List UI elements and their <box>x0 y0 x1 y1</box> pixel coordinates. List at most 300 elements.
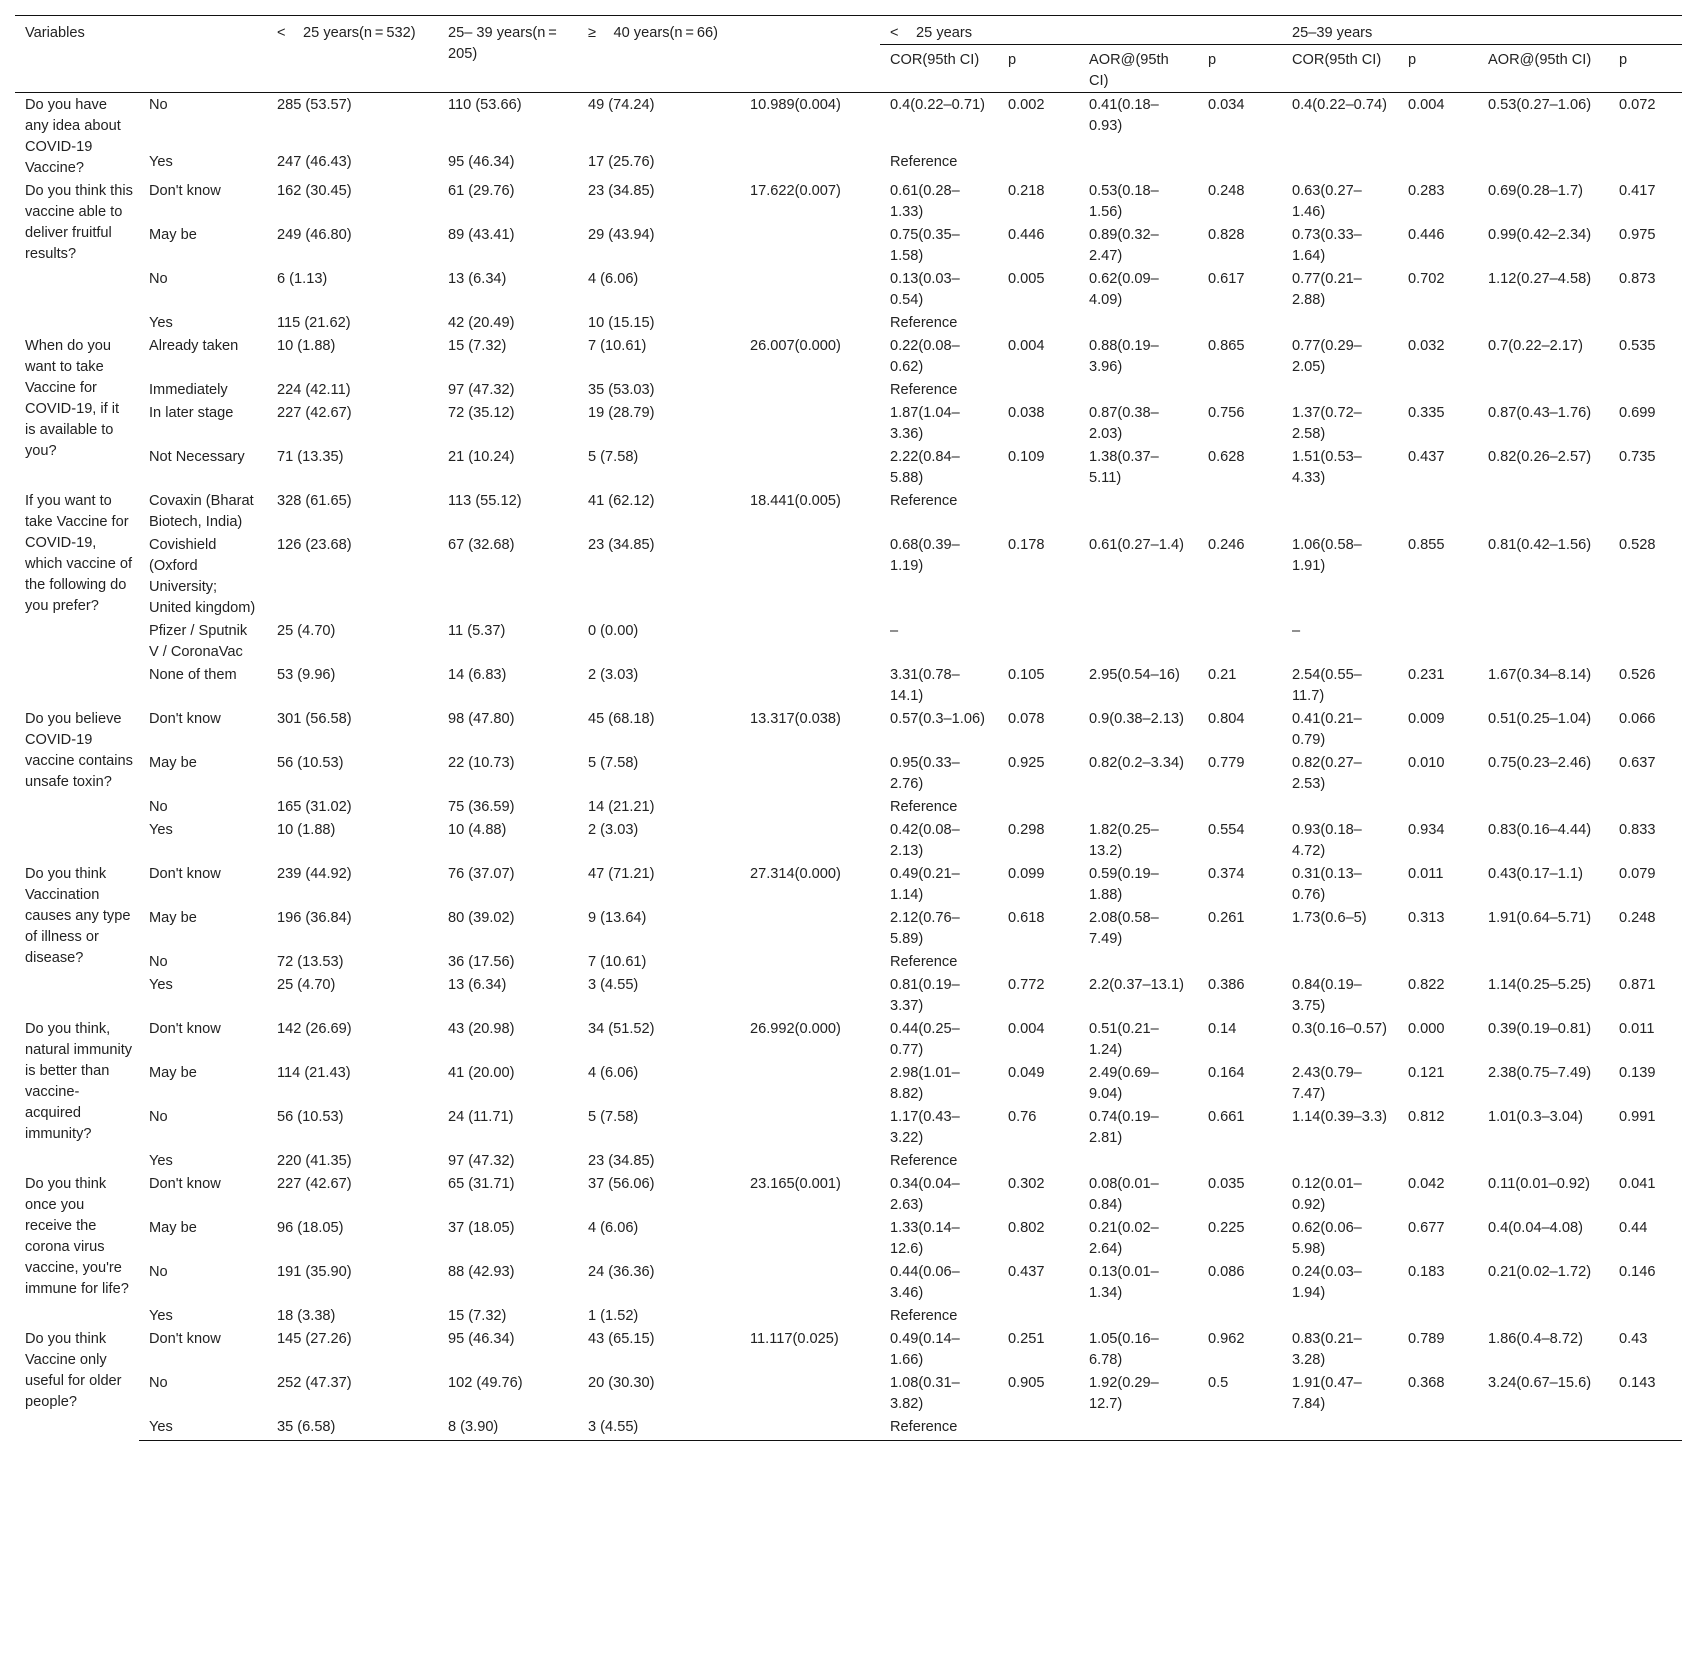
aor-25-39-cell: 0.53(0.27–1.06) <box>1488 97 1592 113</box>
cor-under-25-cell: 1.33(0.14–12.6) <box>890 1220 960 1257</box>
p-cor-under-25-cell: 0.76 <box>1008 1109 1037 1125</box>
p-aor-25-39-cell: 0.248 <box>1619 910 1656 926</box>
cor-under-25-cell: 3.31(0.78–14.1) <box>890 667 960 704</box>
chi-square-cell <box>740 906 880 950</box>
response-cell: Don't know <box>149 1021 221 1037</box>
p-aor-under-25-cell: 0.617 <box>1208 271 1245 287</box>
aor-under-25-cell: 0.87(0.38–2.03) <box>1089 405 1159 442</box>
aor-under-25-cell: 0.88(0.19–3.96) <box>1089 338 1159 375</box>
aor-25-39-cell: 0.51(0.25–1.04) <box>1488 711 1592 727</box>
p-cor-under-25-cell: 0.078 <box>1008 711 1045 727</box>
p-aor-under-25-cell: 0.261 <box>1208 910 1245 926</box>
p-cor-25-39-cell: 0.677 <box>1408 1220 1445 1236</box>
cor-under-25-cell: Reference <box>890 382 958 398</box>
response-cell: Yes <box>149 315 173 331</box>
p-cor-under-25-cell <box>998 311 1079 334</box>
response-cell: May be <box>149 755 197 771</box>
count-under-25-cell: 25 (4.70) <box>277 623 336 639</box>
chi-square-cell <box>740 445 880 489</box>
cor-under-25-cell: Reference <box>890 1153 958 1169</box>
p-aor-under-25-cell: 0.164 <box>1208 1065 1245 1081</box>
aor-25-39-cell <box>1478 1149 1609 1172</box>
p-cor-under-25-cell <box>998 489 1079 533</box>
count-25-39-cell: 41 (20.00) <box>448 1065 515 1081</box>
aor-25-39-cell <box>1478 311 1609 334</box>
count-25-39-cell: 80 (39.02) <box>448 910 515 926</box>
count-25-39-cell: 14 (6.83) <box>448 667 507 683</box>
p-cor-under-25-cell: 0.302 <box>1008 1176 1045 1192</box>
p-cor-under-25-cell: 0.005 <box>1008 271 1045 287</box>
cor-under-25-cell: 0.49(0.21–1.14) <box>890 866 960 903</box>
table-row <box>15 334 1682 378</box>
cor-under-25-cell: 0.49(0.14–1.66) <box>890 1331 960 1368</box>
count-under-25-cell: 145 (27.26) <box>277 1331 352 1347</box>
count-under-25-cell: 10 (1.88) <box>277 822 336 838</box>
p-cor-25-39-cell <box>1398 1304 1478 1327</box>
p-aor-under-25-cell: 0.554 <box>1208 822 1245 838</box>
p-aor-under-25-cell: 0.865 <box>1208 338 1245 354</box>
count-under-25-cell: 191 (35.90) <box>277 1264 352 1280</box>
count-25-39-cell: 61 (29.76) <box>448 183 515 199</box>
cor-25-39-cell <box>1282 311 1398 334</box>
response-cell: Don't know <box>149 711 221 727</box>
table-row <box>15 751 1682 795</box>
aor-under-25-cell: 2.2(0.37–13.1) <box>1089 977 1184 993</box>
p-cor-under-25-cell: 0.004 <box>1008 338 1045 354</box>
response-cell: Yes <box>149 977 173 993</box>
cor-25-39-cell: 0.84(0.19–3.75) <box>1292 977 1362 1014</box>
p-aor-under-25-cell: 0.374 <box>1208 866 1245 882</box>
cor-under-25-cell: – <box>890 623 899 639</box>
count-40-plus-cell: 2 (3.03) <box>588 822 639 838</box>
cor-25-39-cell <box>1282 378 1398 401</box>
p-aor-under-25-cell: 0.14 <box>1208 1021 1237 1037</box>
p-aor-25-39-cell: 0.139 <box>1619 1065 1656 1081</box>
p-cor-under-25-cell: 0.049 <box>1008 1065 1045 1081</box>
p-aor-under-25-cell <box>1198 1304 1282 1327</box>
chi-square-cell <box>740 378 880 401</box>
count-under-25-cell: 115 (21.62) <box>277 315 351 331</box>
p-cor-25-39-cell: 0.121 <box>1408 1065 1445 1081</box>
header-span-25-39: 25–39 years <box>1282 16 1682 45</box>
p-aor-25-39-cell: 0.066 <box>1619 711 1656 727</box>
p-cor-25-39-cell: 0.042 <box>1408 1176 1445 1192</box>
chi-square-cell <box>740 1371 880 1415</box>
cor-under-25-cell: 0.44(0.25–0.77) <box>890 1021 960 1058</box>
count-25-39-cell: 102 (49.76) <box>448 1375 523 1391</box>
cor-under-25-cell: Reference <box>880 1415 998 1441</box>
response-cell: No <box>149 954 168 970</box>
aor-25-39-cell <box>1478 378 1609 401</box>
p-aor-25-39-cell: 0.146 <box>1619 1264 1656 1280</box>
cor-under-25-cell: Reference <box>890 315 958 331</box>
count-40-plus-cell: 35 (53.03) <box>588 382 655 398</box>
p-aor-under-25-cell <box>1198 950 1282 973</box>
p-cor-under-25-cell: 0.178 <box>1008 537 1045 553</box>
response-cell: No <box>149 1264 168 1280</box>
table-row <box>15 619 1682 663</box>
count-under-25-cell: 239 (44.92) <box>277 866 352 882</box>
p-cor-25-39-cell <box>1398 489 1478 533</box>
cor-25-39-cell: 1.51(0.53–4.33) <box>1292 449 1362 486</box>
aor-25-39-cell <box>1478 1304 1609 1327</box>
count-25-39-cell: 97 (47.32) <box>448 382 515 398</box>
aor-under-25-cell: 0.9(0.38–2.13) <box>1089 711 1184 727</box>
count-under-25-cell: 126 (23.68) <box>277 537 352 553</box>
cor-under-25-cell: 0.95(0.33–2.76) <box>890 755 960 792</box>
chi-square-cell <box>740 1415 880 1441</box>
table-row <box>15 179 1682 223</box>
response-cell: May be <box>149 1065 197 1081</box>
cor-25-39-cell: 1.91(0.47–7.84) <box>1292 1375 1362 1412</box>
aor-25-39-cell: 0.43(0.17–1.1) <box>1488 866 1583 882</box>
p-cor-under-25-cell: 0.218 <box>1008 183 1045 199</box>
p-aor-under-25-cell: 0.034 <box>1208 97 1245 113</box>
chi-square-cell <box>740 1216 880 1260</box>
aor-25-39-cell: 0.4(0.04–4.08) <box>1488 1220 1583 1236</box>
count-under-25-cell: 72 (13.53) <box>277 954 344 970</box>
aor-25-39-cell: 0.21(0.02–1.72) <box>1488 1264 1592 1280</box>
response-cell: Not Necessary <box>149 449 245 465</box>
p-cor-25-39-cell: 0.009 <box>1408 711 1445 727</box>
count-40-plus-cell: 4 (6.06) <box>588 1065 639 1081</box>
p-cor-25-39-cell: 0.855 <box>1408 537 1445 553</box>
p-aor-under-25-cell <box>1198 311 1282 334</box>
table-row <box>15 1149 1682 1172</box>
cor-under-25-cell: 0.22(0.08–0.62) <box>890 338 960 375</box>
p-cor-under-25-cell <box>998 795 1079 818</box>
table-body <box>15 93 1682 1441</box>
p-cor-25-39-cell: 0.032 <box>1408 338 1445 354</box>
aor-under-25-cell: 2.08(0.58–7.49) <box>1089 910 1159 947</box>
aor-25-39-cell: 1.01(0.3–3.04) <box>1488 1109 1583 1125</box>
count-under-25-cell: 285 (53.57) <box>277 97 352 113</box>
count-25-39-cell: 76 (37.07) <box>448 866 515 882</box>
chi-square-cell: 26.007(0.000) <box>750 338 841 354</box>
p-aor-under-25-cell: 0.828 <box>1208 227 1245 243</box>
header-under-25: < 25 years(n = 532) <box>267 16 438 93</box>
aor-under-25-cell: 0.74(0.19–2.81) <box>1089 1109 1159 1146</box>
cor-under-25-cell: 1.08(0.31–3.82) <box>890 1375 960 1412</box>
p-cor-under-25-cell <box>998 1304 1079 1327</box>
aor-25-39-cell: 0.7(0.22–2.17) <box>1488 338 1583 354</box>
p-aor-25-39-cell: 0.528 <box>1619 537 1656 553</box>
cor-25-39-cell: 0.82(0.27–2.53) <box>1292 755 1362 792</box>
chi-square-cell <box>740 818 880 862</box>
cor-under-25-cell: 0.4(0.22–0.71) <box>890 97 985 113</box>
count-under-25-cell: 196 (36.84) <box>277 910 352 926</box>
aor-25-39-cell: 0.83(0.16–4.44) <box>1488 822 1592 838</box>
subheader-cor-2: COR(95th CI) <box>1282 45 1398 93</box>
cor-25-39-cell: 0.73(0.33–1.64) <box>1292 227 1362 264</box>
p-cor-25-39-cell: 0.231 <box>1408 667 1445 683</box>
p-aor-25-39-cell <box>1609 489 1682 533</box>
header-40-plus: ≥ 40 years(n = 66) <box>578 16 740 93</box>
p-aor-25-39-cell: 0.079 <box>1619 866 1656 882</box>
p-aor-25-39-cell <box>1609 619 1682 663</box>
p-aor-25-39-cell: 0.011 <box>1619 1021 1655 1037</box>
cor-25-39-cell <box>1282 1149 1398 1172</box>
count-40-plus-cell: 23 (34.85) <box>588 183 655 199</box>
count-under-25-cell: 162 (30.45) <box>277 183 352 199</box>
count-40-plus-cell: 34 (51.52) <box>588 1021 655 1037</box>
p-aor-under-25-cell: 0.035 <box>1208 1176 1245 1192</box>
count-40-plus-cell: 4 (6.06) <box>588 1220 639 1236</box>
count-under-25-cell: 252 (47.37) <box>277 1375 352 1391</box>
cor-under-25-cell: 1.87(1.04–3.36) <box>890 405 960 442</box>
p-cor-under-25-cell <box>998 950 1079 973</box>
table-row <box>15 223 1682 267</box>
aor-under-25-cell: 1.05(0.16–6.78) <box>1089 1331 1159 1368</box>
count-25-39-cell: 89 (43.41) <box>448 227 515 243</box>
cor-under-25-cell: 0.61(0.28–1.33) <box>890 183 960 220</box>
chi-square-cell <box>740 311 880 334</box>
table-row <box>15 445 1682 489</box>
p-cor-under-25-cell <box>998 150 1079 179</box>
aor-under-25-cell: 0.59(0.19–1.88) <box>1089 866 1159 903</box>
aor-25-39-cell: 1.91(0.64–5.71) <box>1488 910 1592 926</box>
count-40-plus-cell: 9 (13.64) <box>588 910 647 926</box>
chi-square-cell <box>740 1149 880 1172</box>
p-aor-25-39-cell: 0.417 <box>1619 183 1656 199</box>
p-aor-under-25-cell: 0.756 <box>1208 405 1245 421</box>
response-cell: Yes <box>149 1308 173 1324</box>
response-cell: No <box>149 271 168 287</box>
cor-25-39-cell: 1.14(0.39–3.3) <box>1292 1109 1387 1125</box>
p-cor-25-39-cell <box>1398 795 1478 818</box>
p-cor-25-39-cell: 0.368 <box>1408 1375 1445 1391</box>
p-aor-25-39-cell: 0.072 <box>1619 97 1656 113</box>
p-aor-under-25-cell: 0.661 <box>1208 1109 1245 1125</box>
count-40-plus-cell: 3 (4.55) <box>578 1415 740 1441</box>
aor-25-39-cell <box>1478 619 1609 663</box>
count-40-plus-cell: 23 (34.85) <box>588 1153 655 1169</box>
chi-square-cell <box>740 1105 880 1149</box>
aor-under-25-cell: 0.08(0.01–0.84) <box>1089 1176 1159 1213</box>
count-25-39-cell: 43 (20.98) <box>448 1021 515 1037</box>
p-aor-under-25-cell: 0.225 <box>1208 1220 1245 1236</box>
chi-square-cell: 23.165(0.001) <box>750 1176 841 1192</box>
table-row <box>15 1172 1682 1216</box>
table-row <box>15 663 1682 707</box>
count-25-39-cell: 88 (42.93) <box>448 1264 515 1280</box>
count-25-39-cell: 110 (53.66) <box>448 97 522 113</box>
count-40-plus-cell: 47 (71.21) <box>588 866 655 882</box>
cor-25-39-cell: 2.54(0.55–11.7) <box>1292 667 1362 704</box>
p-aor-25-39-cell: 0.041 <box>1619 1176 1656 1192</box>
count-25-39-cell: 13 (6.34) <box>448 271 507 287</box>
count-under-25-cell: 35 (6.58) <box>267 1415 438 1441</box>
p-aor-under-25-cell: 0.804 <box>1208 711 1245 727</box>
count-25-39-cell: 13 (6.34) <box>448 977 507 993</box>
table-row <box>15 950 1682 973</box>
table-row <box>15 533 1682 619</box>
subheader-aor-2: AOR@(95th CI) <box>1478 45 1609 93</box>
table-row <box>15 267 1682 311</box>
count-25-39-cell: 95 (46.34) <box>448 153 515 170</box>
p-cor-25-39-cell <box>1398 1415 1478 1441</box>
count-25-39-cell: 95 (46.34) <box>448 1331 515 1347</box>
response-cell: Pfizer / Sputnik V / CoronaVac <box>149 623 248 660</box>
response-cell: No <box>149 799 168 815</box>
count-40-plus-cell: 1 (1.52) <box>588 1308 639 1324</box>
response-cell: Yes <box>139 1415 267 1441</box>
p-aor-25-39-cell: 0.833 <box>1619 822 1656 838</box>
p-aor-under-25-cell: 0.386 <box>1208 977 1245 993</box>
chi-square-cell <box>740 1304 880 1327</box>
p-aor-under-25-cell <box>1198 1415 1282 1441</box>
cor-under-25-cell: Reference <box>890 1308 958 1324</box>
p-aor-under-25-cell: 0.628 <box>1208 449 1245 465</box>
cor-25-39-cell: – <box>1292 623 1301 639</box>
count-40-plus-cell: 5 (7.58) <box>588 1109 639 1125</box>
p-aor-under-25-cell: 0.779 <box>1208 755 1245 771</box>
p-cor-25-39-cell: 0.822 <box>1408 977 1445 993</box>
response-cell: Covishield (Oxford University; United kingdom) <box>149 537 256 616</box>
count-under-25-cell: 71 (13.35) <box>277 449 344 465</box>
cor-25-39-cell: 1.06(0.58–1.91) <box>1292 537 1362 574</box>
table-row <box>15 150 1682 179</box>
table-row <box>15 862 1682 906</box>
count-40-plus-cell: 4 (6.06) <box>588 271 639 287</box>
chi-square-cell <box>740 223 880 267</box>
cor-under-25-cell: Reference <box>890 799 958 815</box>
aor-25-39-cell <box>1478 150 1609 179</box>
response-cell: No <box>149 97 168 113</box>
response-cell: Already taken <box>149 338 239 354</box>
count-25-39-cell: 10 (4.88) <box>448 822 507 838</box>
cor-under-25-cell: 0.57(0.3–1.06) <box>890 711 985 727</box>
count-under-25-cell: 165 (31.02) <box>277 799 352 815</box>
p-cor-under-25-cell: 0.109 <box>1008 449 1045 465</box>
question-cell: Do you think once you receive the corona virus vaccine, you're immune for life? <box>25 1176 129 1297</box>
cor-25-39-cell: 0.77(0.21–2.88) <box>1292 271 1362 308</box>
header-response <box>139 16 267 93</box>
p-cor-25-39-cell: 0.011 <box>1408 866 1444 882</box>
p-aor-under-25-cell <box>1198 150 1282 179</box>
aor-25-39-cell: 0.87(0.43–1.76) <box>1488 405 1592 421</box>
aor-under-25-cell <box>1079 150 1198 179</box>
response-cell: May be <box>149 1220 197 1236</box>
cor-25-39-cell <box>1282 489 1398 533</box>
count-40-plus-cell: 3 (4.55) <box>588 977 639 993</box>
table-row <box>15 489 1682 533</box>
p-cor-25-39-cell: 0.812 <box>1408 1109 1445 1125</box>
aor-under-25-cell <box>1079 311 1198 334</box>
cor-under-25-cell: 0.44(0.06–3.46) <box>890 1264 960 1301</box>
aor-under-25-cell: 2.95(0.54–16) <box>1089 667 1180 683</box>
count-25-39-cell: 67 (32.68) <box>448 537 515 553</box>
table-row <box>15 1061 1682 1105</box>
subheader-cor-1: COR(95th CI) <box>880 45 998 93</box>
response-cell: Immediately <box>149 382 228 398</box>
chi-square-cell <box>740 973 880 1017</box>
table-container <box>15 15 1682 1441</box>
cor-under-25-cell: 0.13(0.03–0.54) <box>890 271 960 308</box>
p-aor-under-25-cell: 0.5 <box>1208 1375 1229 1391</box>
p-cor-under-25-cell: 0.298 <box>1008 822 1045 838</box>
chi-square-cell <box>740 533 880 619</box>
cor-under-25-cell: 0.75(0.35–1.58) <box>890 227 960 264</box>
chi-square-cell <box>740 267 880 311</box>
chi-square-cell <box>740 950 880 973</box>
count-under-25-cell: 227 (42.67) <box>277 1176 352 1192</box>
count-25-39-cell: 75 (36.59) <box>448 799 515 815</box>
aor-25-39-cell: 0.82(0.26–2.57) <box>1488 449 1592 465</box>
count-25-39-cell: 72 (35.12) <box>448 405 515 421</box>
table-row <box>15 818 1682 862</box>
count-25-39-cell: 24 (11.71) <box>448 1109 514 1125</box>
header-span-under-25: < 25 years <box>880 16 1282 45</box>
p-cor-25-39-cell: 0.283 <box>1408 183 1445 199</box>
count-25-39-cell: 113 (55.12) <box>448 493 522 509</box>
aor-under-25-cell <box>1079 489 1198 533</box>
question-cell: Do you think Vaccine only useful for older people? <box>25 1331 122 1410</box>
subheader-p-2: p <box>1198 45 1282 93</box>
p-cor-25-39-cell: 0.010 <box>1408 755 1445 771</box>
p-cor-under-25-cell: 0.446 <box>1008 227 1045 243</box>
table-row <box>15 1327 1682 1371</box>
p-cor-under-25-cell: 0.004 <box>1008 1021 1045 1037</box>
aor-under-25-cell: 2.49(0.69–9.04) <box>1089 1065 1159 1102</box>
cor-25-39-cell <box>1282 150 1398 179</box>
table-row <box>15 1216 1682 1260</box>
count-under-25-cell: 301 (56.58) <box>277 711 352 727</box>
table-row <box>15 707 1682 751</box>
table-row <box>15 906 1682 950</box>
p-cor-25-39-cell: 0.335 <box>1408 405 1445 421</box>
chi-square-cell <box>740 1260 880 1304</box>
cor-25-39-cell <box>1282 1415 1398 1441</box>
p-cor-25-39-cell: 0.437 <box>1408 449 1445 465</box>
p-cor-under-25-cell <box>998 1415 1079 1441</box>
count-40-plus-cell: 19 (28.79) <box>588 405 655 421</box>
count-under-25-cell: 18 (3.38) <box>277 1308 336 1324</box>
count-40-plus-cell: 43 (65.15) <box>588 1331 655 1347</box>
p-aor-25-39-cell: 0.43 <box>1619 1331 1648 1347</box>
count-25-39-cell: 97 (47.32) <box>448 1153 515 1169</box>
header-variables: Variables <box>15 16 139 93</box>
chi-square-cell: 18.441(0.005) <box>750 493 841 509</box>
aor-under-25-cell: 0.13(0.01–1.34) <box>1089 1264 1159 1301</box>
response-cell: In later stage <box>149 405 234 421</box>
aor-25-39-cell: 1.12(0.27–4.58) <box>1488 271 1592 287</box>
table-row <box>15 401 1682 445</box>
p-cor-25-39-cell <box>1398 619 1478 663</box>
chi-square-cell <box>740 150 880 179</box>
aor-25-39-cell: 0.39(0.19–0.81) <box>1488 1021 1592 1037</box>
p-aor-under-25-cell: 0.246 <box>1208 537 1245 553</box>
aor-25-39-cell: 0.99(0.42–2.34) <box>1488 227 1592 243</box>
aor-under-25-cell: 0.62(0.09–4.09) <box>1089 271 1159 308</box>
aor-under-25-cell <box>1079 1415 1198 1441</box>
p-aor-25-39-cell <box>1609 378 1682 401</box>
question-cell: Do you think Vaccination causes any type of illness or disease? <box>25 866 131 966</box>
p-cor-under-25-cell: 0.099 <box>1008 866 1045 882</box>
cor-under-25-cell: Reference <box>890 493 958 509</box>
p-aor-25-39-cell <box>1609 950 1682 973</box>
aor-25-39-cell: 1.86(0.4–8.72) <box>1488 1331 1583 1347</box>
p-aor-25-39-cell <box>1609 150 1682 179</box>
response-cell: Don't know <box>149 183 221 199</box>
chi-square-cell <box>740 795 880 818</box>
cor-under-25-cell: 0.68(0.39–1.19) <box>890 537 960 574</box>
p-cor-25-39-cell: 0.183 <box>1408 1264 1445 1280</box>
cor-25-39-cell: 0.24(0.03–1.94) <box>1292 1264 1362 1301</box>
aor-under-25-cell <box>1079 950 1198 973</box>
cor-under-25-cell: 0.42(0.08–2.13) <box>890 822 960 859</box>
p-cor-25-39-cell: 0.702 <box>1408 271 1445 287</box>
